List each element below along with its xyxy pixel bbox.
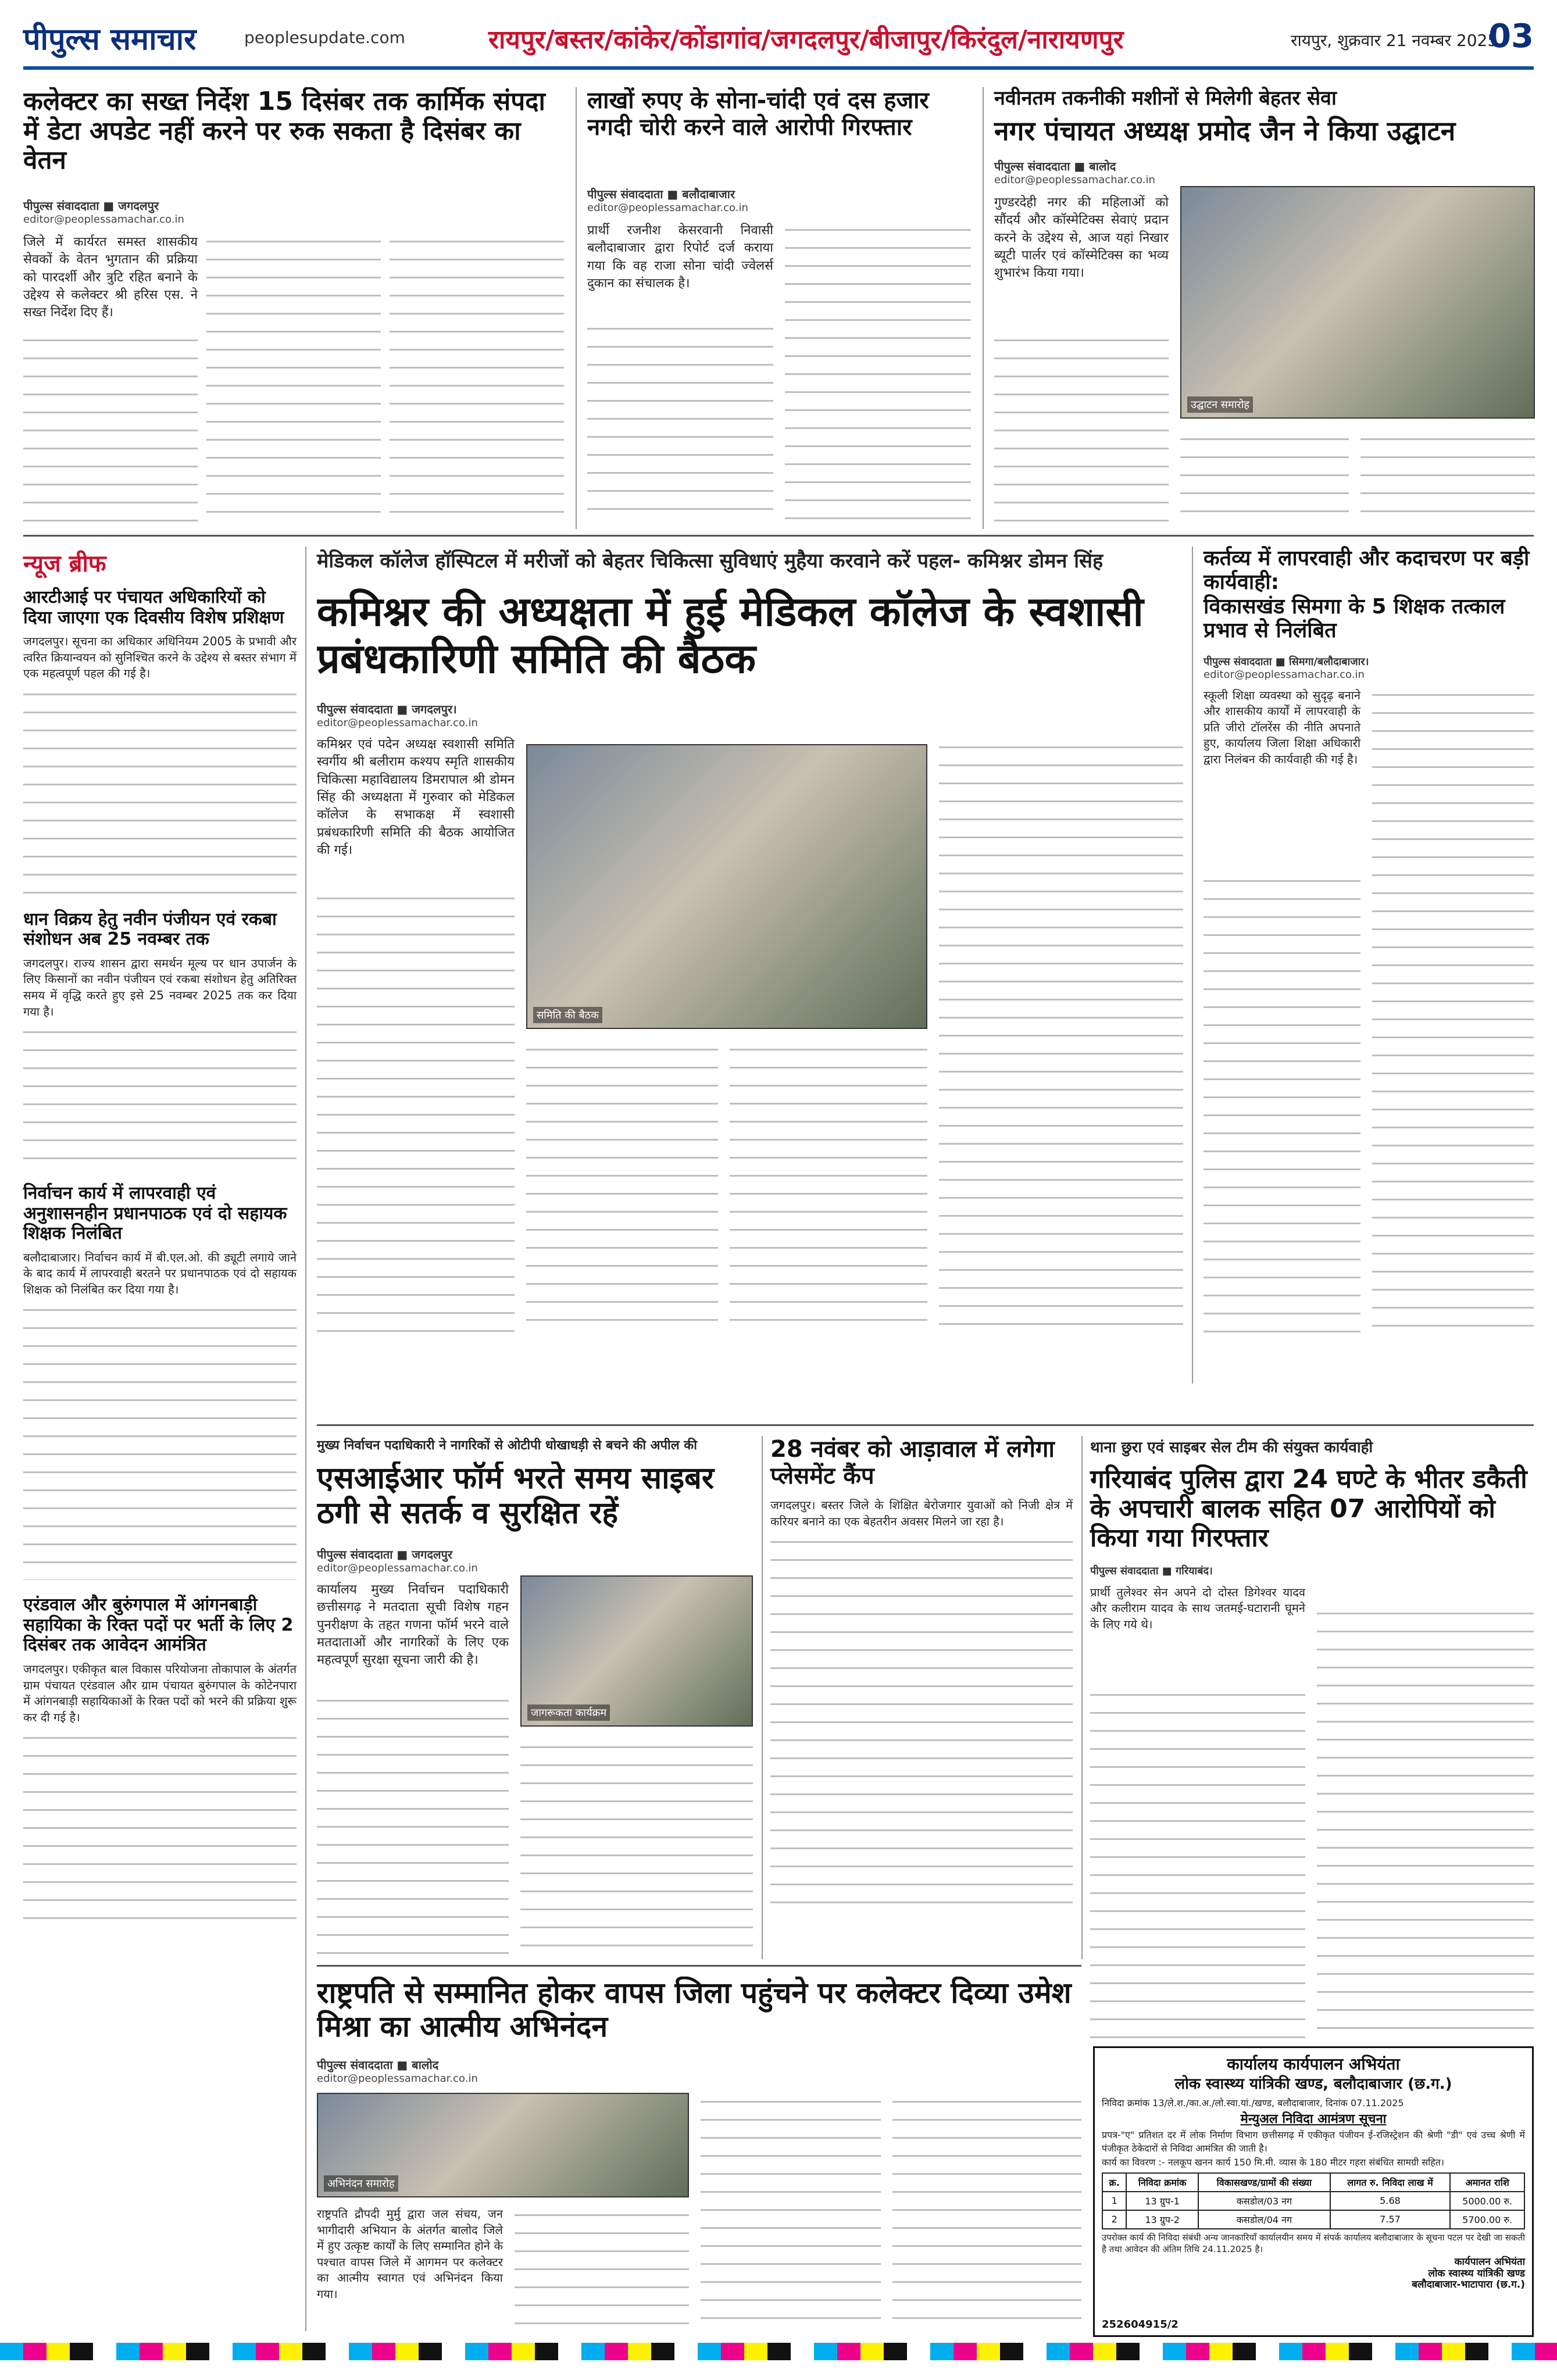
text-block — [730, 1041, 927, 1337]
byline: पीपुल्स संवाददाता ■ बालोद — [994, 159, 1116, 173]
text-block — [23, 1729, 297, 1921]
headline: कमिश्नर की अध्यक्षता में हुई मेडिकल कॉलेज के स्वशासी प्रबंधकारिणी समिति की बैठक — [317, 588, 1144, 682]
section-divider — [317, 1424, 1534, 1426]
news-brief-title: न्यूज ब्रीफ — [23, 551, 106, 577]
text-block — [587, 320, 773, 523]
story-text: स्कूली शिक्षा व्यवस्था को सुदृढ़ बनाने और शासकीय कार्यों में लापरवाही के प्रति जीरो टॉलरेंस की नीति अपनाते हुए, कार्यालय जिला शिक्षा अधिकारी द्वारा निलंबन की कार्यवाही की गई है। — [1204, 688, 1360, 766]
print-color-bar — [0, 2343, 1557, 2360]
byline: पीपुल्स संवाददाता ■ बालोद — [317, 2058, 439, 2072]
story-collector-salary — [23, 87, 564, 529]
newspaper-brand: पीपुल्स समाचार — [23, 22, 197, 57]
text-block — [994, 331, 1169, 523]
text-block — [23, 1301, 297, 1580]
awareness-photo — [520, 1575, 753, 1727]
column-rule — [305, 546, 306, 2331]
email[interactable]: editor@peoplessamachar.co.in — [994, 173, 1155, 186]
byline: पीपुल्स संवाददाता ■ जगदलपुर। — [317, 702, 457, 716]
byline: पीपुल्स संवाददाता ■ बलौदाबाजार — [587, 187, 735, 201]
headline: कलेक्टर का सख्त निर्देश 15 दिसंबर तक कार्मिक संपदा में डेटा अपडेट नहीं करने पर रुक सकता है दिसंबर का वेतन — [23, 87, 545, 176]
column-rule — [576, 87, 577, 529]
notice-code: 252604915/2 — [1102, 2318, 1179, 2331]
dateline: रायपुर, शुक्रवार 21 नवम्बर 2025 — [1291, 31, 1498, 50]
notice-work: कार्य का विवरण :- नलकूप खनन कार्य 150 मि.मी. व्यास के 180 मीटर गहरा संबंधित सामग्री सहित। — [1102, 2156, 1444, 2168]
brief-headline: धान विक्रय हेतु नवीन पंजीयन एवं रकबा संशोधन अब 25 नवम्बर तक — [23, 909, 277, 950]
text-block — [317, 889, 515, 1337]
text-block — [1360, 430, 1535, 523]
headline: गरियाबंद पुलिस द्वारा 24 घण्टे के भीतर डकैती के अपचारी बालक सहित 07 आरोपियों को किया गया गिरफ्तार — [1090, 1464, 1527, 1553]
text-block — [892, 2093, 1081, 2331]
story-text: जगदलपुर। बस्तर जिले के शिक्षित बेरोजगार युवाओं को निजी क्षेत्र में करियर बनाने का एक बेहतरीन अवसर मिलने जा रहा है। — [770, 1498, 1073, 1528]
kicker: मेडिकल कॉलेज हॉस्पिटल में मरीजों को बेहतर चिकित्सा सुविधाएं मुहैया करवाने करें पहल- कमिश्नर डोमन सिंह — [317, 549, 1104, 573]
column-rule — [983, 87, 984, 529]
text-block — [1317, 1604, 1534, 2040]
story-text: गुण्डरदेही नगर की महिलाओं को सौंदर्य और कॉस्मेटिक्स सेवाएं प्रदान करने के उद्देश्य से, आज यहां निखार ब्यूटी पार्लर एवं कॉस्मेटिक्स का भव्य शुभारंभ किया गया। — [994, 195, 1169, 281]
tender-table — [1102, 2172, 1525, 2229]
headline: 28 नवंबर को आड़ावाल में लगेगा प्लेसमेंट कैंप — [770, 1436, 1055, 1489]
byline: पीपुल्स संवाददाता ■ सिमगा/बलौदाबाजार। — [1204, 655, 1369, 668]
brief-headline: निर्वाचन कार्य में लापरवाही एवं अनुशासनहीन प्रधानपाठक एवं दो सहायक शिक्षक निलंबित — [23, 1183, 287, 1244]
email[interactable]: editor@peoplessamachar.co.in — [317, 2072, 478, 2085]
text-block — [1090, 1686, 1305, 2040]
table-cell: 5700.00 रु. — [1450, 2210, 1524, 2229]
email[interactable]: editor@peoplessamachar.co.in — [317, 1562, 478, 1574]
notice-department: लोक स्वास्थ्य यांत्रिकी खण्ड, बलौदाबाजार (छ.ग.) — [1174, 2075, 1452, 2093]
news-brief-column — [23, 546, 297, 2325]
headline: लाखों रुपए के सोना-चांदी एवं दस हजार नगदी चोरी करने वाले आरोपी गिरफ्तार — [587, 87, 929, 141]
signatory-place: बलौदाबाजार-भाटापारा (छ.ग.) — [1412, 2279, 1525, 2291]
story-inauguration — [994, 87, 1535, 529]
headline: नगर पंचायत अध्यक्ष प्रमोद जैन ने किया उद्घाटन — [994, 115, 1456, 147]
table-cell: 5.68 — [1330, 2192, 1450, 2210]
text-block — [23, 331, 198, 523]
table-row — [1102, 2192, 1524, 2210]
table-cell: 7.57 — [1330, 2210, 1450, 2229]
text-block — [206, 233, 381, 523]
text-block — [939, 738, 1183, 1337]
brief-text: जगदलपुर। सूचना का अधिकार अधिनियम 2005 के प्रभावी और त्वरित क्रियान्वयन को सुनिश्चित करने के उद्देश्य से बस्तर संभाग में एक महत्वपूर्ण पहल की गई है। — [23, 634, 297, 681]
photo-caption: अभिनंदन समारोह — [324, 2175, 398, 2192]
signatory-title: कार्यपालन अभियंता — [1454, 2256, 1525, 2268]
text-block — [785, 221, 971, 523]
text-block — [23, 685, 297, 895]
felicitation-photo — [317, 2093, 689, 2197]
story-text: कमिश्नर एवं पदेन अध्यक्ष स्वशासी समिति स्वर्गीय श्री बलीराम कश्यप स्मृति शासकीय चिकित्सा महाविद्यालय डिमरापाल श्री डोमन सिंह की अध्यक्षता में गुरुवार को मेडिकल कॉलेज के सभाकक्ष में स्वशासी प्रबंधकारिणी समिति की बैठक आयोजित की गई। — [317, 737, 515, 858]
table-cell: 1 — [1102, 2192, 1126, 2210]
photo-caption: उद्घाटन समारोह — [1187, 396, 1253, 413]
byline: पीपुल्स संवाददाता ■ गरियाबंद। — [1090, 1564, 1213, 1577]
column-header: अमानत राशि — [1450, 2173, 1524, 2192]
text-block — [317, 1692, 509, 1959]
column-rule — [1192, 546, 1193, 1384]
story-president-award — [317, 1977, 1081, 2331]
story-gariyaband-police — [1090, 1436, 1534, 2040]
signatory-dept: लोक स्वास्थ्य यांत्रिकी खण्ड — [1428, 2267, 1525, 2279]
email[interactable]: editor@peoplessamachar.co.in — [23, 213, 184, 226]
story-gold-theft — [587, 87, 971, 529]
story-simga-teachers — [1204, 546, 1534, 1384]
kicker: मुख्य निर्वाचन पदाधिकारी ने नागरिकों से ओटीपी धोखाधड़ी से बचने की अपील की — [317, 1438, 697, 1453]
notice-signature — [1102, 2257, 1525, 2291]
notice-intro: प्रपत्र-"ए" प्रतिशत दर में लोक निर्माण विभाग छत्तीसगढ़ में एकीकृत पंजीयन ई-रजिस्ट्रेशन की श्रेणी "डी" एवं उच्च श्रेणी में पंजीकृत ठेकेदारों से निविदा आमंत्रित की जाती है। — [1102, 2129, 1525, 2154]
email[interactable]: editor@peoplessamachar.co.in — [587, 202, 748, 214]
text-block — [390, 233, 564, 523]
column-header: विकासखण्ड/ग्रामों की संख्या — [1198, 2173, 1330, 2192]
page-number: 03 — [1488, 17, 1534, 55]
text-block — [520, 1738, 753, 1959]
section-divider — [23, 535, 1534, 537]
edition-cities: रायपुर/बस्तर/कांकेर/कोंडागांव/जगदलपुर/बीजापुर/किरंदुल/नारायणपुर — [488, 25, 1124, 55]
text-block — [701, 2093, 881, 2331]
story-text: जिले में कार्यरत समस्त शासकीय सेवकों के वेतन भुगतान की प्रक्रिया को पारदर्शी और त्रुटि रहित बनाने के उद्देश्य से कलेक्टर श्री हरिस एस. ने सख्त निर्देश दिए हैं। — [23, 235, 198, 320]
story-placement-camp — [770, 1436, 1073, 1959]
headline: राष्ट्रपति से सम्मानित होकर वापस जिला पहुंचने पर कलेक्टर दिव्या उमेश मिश्रा का आत्मीय अभिनंदन — [317, 1977, 1072, 2043]
email[interactable]: editor@peoplessamachar.co.in — [1204, 668, 1365, 681]
story-text: प्रार्थी तुलेश्वर सेन अपने दो दोस्त डिगेश्वर यादव और कलीराम यादव के साथ जतमई-घटारानी घूमने के लिए गये थे। — [1090, 1585, 1305, 1631]
notice-reference: निविदा क्रमांक 13/ले.श./का.अ./लो.स्वा.यां./खण्ड, बलौदाबाजार, दिनांक 07.11.2025 — [1102, 2097, 1404, 2109]
text-block — [23, 1023, 297, 1168]
photo-caption: जागरूकता कार्यक्रम — [527, 1704, 610, 1721]
table-cell: 2 — [1102, 2210, 1126, 2229]
column-header: क्र. — [1102, 2173, 1126, 2192]
story-text: राष्ट्रपति द्रौपदी मुर्मु द्वारा जल संचय, जन भागीदारी अभियान के अंतर्गत बालोद जिले में हुए उत्कृष्ट कार्यों के लिए सम्मानित होने के पश्चात वापस जिले में आगमन पर कलेक्टर का आत्मीय स्वागत एवं अभिनंदन किया गया। — [317, 2207, 503, 2301]
notice-office: कार्यालय कार्यपालन अभियंता — [1227, 2054, 1400, 2074]
text-block — [770, 1533, 1073, 1917]
headline: विकासखंड सिमगा के 5 शिक्षक तत्काल प्रभाव से निलंबित — [1204, 594, 1505, 643]
kicker: नवीनतम तकनीकी मशीनों से मिलेगी बेहतर सेवा — [994, 87, 1337, 110]
column-header: लागत रु. निविदा लाख में — [1330, 2173, 1450, 2192]
brand-url[interactable]: peoplesupdate.com — [244, 28, 405, 47]
brief-headline: आरटीआई पर पंचायत अधिकारियों को दिया जाएगा एक दिवसीय विशेष प्रशिक्षण — [23, 587, 284, 628]
brief-text: जगदलपुर। एकीकृत बाल विकास परियोजना तोकापाल के अंतर्गत ग्राम पंचायत एरंडवाल और ग्राम पंचायत बुरुंगपाल के कोटेनपारा में आंगनबाड़ी सहायिकाओं के रिक्त पदों को भरने की प्रक्रिया शुरू कर दी गई है। — [23, 1661, 297, 1724]
story-medical-college — [317, 546, 1183, 1418]
byline: पीपुल्स संवाददाता ■ जगदलपुर — [23, 199, 159, 213]
email[interactable]: editor@peoplessamachar.co.in — [317, 717, 478, 729]
brief-text: जगदलपुर। राज्य शासन द्वारा समर्थन मूल्य पर धान उपार्जन के लिए किसानों का नवीन पंजीयन एवं रकबा संशोधन हेतु अतिरिक्त समय में वृद्धि करते हुए इसे 25 नवम्बर 2025 तक कर दिया गया है। — [23, 956, 297, 1019]
table-header-row — [1102, 2173, 1524, 2192]
brief-headline: एरंडवाल और बुरुंगपाल में आंगनबाड़ी सहायिका के रिक्त पदों पर भर्ती के लिए 2 दिसंबर तक आवेदन आमंत्रित — [23, 1595, 294, 1656]
headline: एसआईआर फॉर्म भरते समय साइबर ठगी से सतर्क व सुरक्षित रहें — [317, 1461, 715, 1531]
column-rule — [1081, 1436, 1083, 1959]
text-block — [1180, 430, 1349, 523]
text-block — [526, 1041, 718, 1337]
notice-footer: उपरोक्त कार्य की निविदा संबंधी अन्य जानकारियाँ कार्यालयीन समय में संपर्क कार्यालय बलौदाबाजार के सूचना पटल पर देखी जा सकती है तथा आवेदन की अंतिम तिथि 24.11.2025 है। — [1102, 2232, 1525, 2255]
table-cell: 13 ग्रुप-1 — [1126, 2192, 1198, 2210]
story-text: कार्यालय मुख्य निर्वाचन पदाधिकारी छत्तीसगढ़ ने मतदाता सूची विशेष गहन पुनरीक्षण के तहत गणना फॉर्म भरने वाले मतदाताओं और नागरिकों के लिए एक महत्वपूर्ण सुरक्षा सूचना जारी की है। — [317, 1582, 509, 1668]
story-text: प्रार्थी रजनीश केसरवानी निवासी बलौदाबाजार द्वारा रिपोर्ट दर्ज कराया गया कि वह राजा सोना चांदी ज्वेलर्स दुकान का संचालक है। — [587, 223, 773, 291]
masthead — [23, 17, 1534, 70]
text-block — [515, 2206, 689, 2331]
kicker: थाना छुरा एवं साइबर सेल टीम की संयुक्त कार्यवाही — [1090, 1439, 1373, 1456]
notice-subject: मेन्युअल निविदा आमंत्रण सूचना — [1240, 2112, 1387, 2127]
table-cell: 13 ग्रुप-2 — [1126, 2210, 1198, 2229]
table-cell: 5000.00 रु. — [1450, 2192, 1524, 2210]
section-divider — [317, 1965, 1081, 1967]
inauguration-photo — [1180, 186, 1535, 419]
photo-caption: समिति की बैठक — [533, 1007, 602, 1023]
byline: पीपुल्स संवाददाता ■ जगदलपुर — [317, 1548, 453, 1561]
column-rule — [762, 1436, 763, 1959]
text-block — [1204, 872, 1360, 1337]
brief-text: बलौदाबाजार। निर्वाचन कार्य में बी.एल.ओ. की ड्यूटी लगाये जाने के बाद कार्य में लापरवाही बरतने पर प्रधानपाठक एवं दो सहायक शिक्षक को निलंबित कर दिया गया है। — [23, 1250, 297, 1296]
table-cell: कसडोल/04 नग — [1198, 2210, 1330, 2229]
story-sir-cyber — [317, 1436, 753, 1959]
table-cell: कसडोल/03 नग — [1198, 2192, 1330, 2210]
text-block — [1372, 686, 1534, 1337]
meeting-photo — [526, 744, 927, 1029]
column-header: निविदा क्रमांक — [1126, 2173, 1198, 2192]
tender-notice — [1093, 2046, 1534, 2337]
kicker: कर्तव्य में लापरवाही और कदाचरण पर बड़ी कार्यवाही: — [1204, 546, 1530, 595]
table-row — [1102, 2210, 1524, 2229]
